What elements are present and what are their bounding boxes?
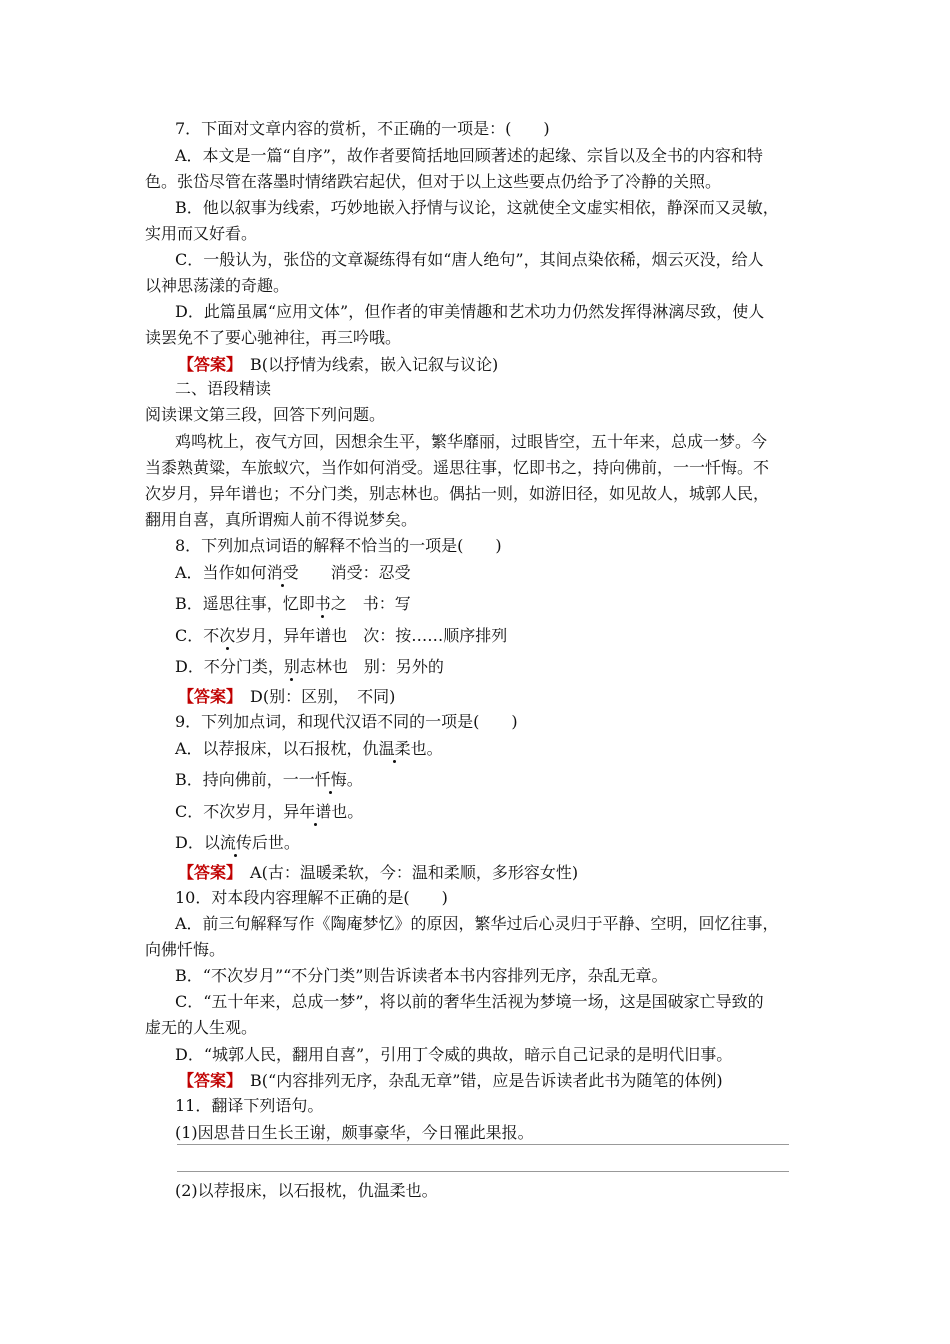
- dotted-word: 书: [314, 594, 331, 613]
- q11-sentence-2: (2)以荐报床，以石报枕，仇温柔也。: [175, 1181, 438, 1200]
- q10-option-b: B．“不次岁月”“不分门类”则告诉读者本书内容排列无序，杂乱无章。: [175, 966, 668, 985]
- option-text: 也。: [331, 802, 364, 821]
- q11-sentence-1: (1)因思昔日生长王谢，颇事豪华，今日罹此果报。: [175, 1123, 534, 1142]
- passage-line1: 鸡鸣枕上，夜气方回，因想余生平，繁华靡丽，过眼皆空，五十年来，总成一梦。今: [175, 432, 768, 451]
- q8-option-d: [175, 656, 444, 678]
- section-heading: 二、语段精读: [175, 379, 272, 398]
- q8-option-c: [175, 625, 507, 647]
- dotted-word: 别: [283, 657, 300, 676]
- q7-option-d-line2: 读罢免不了要心驰神往，再三吟哦。: [145, 328, 402, 347]
- q10-option-c-line1: C．“五十年来，总成一梦”，将以前的奢华生活视为梦境一场，这是国破家亡导致的: [175, 992, 764, 1011]
- option-text: C．不: [175, 626, 220, 645]
- q8-option-b: [175, 593, 411, 615]
- answer-line: [177, 1171, 789, 1172]
- q9-option-d: [175, 832, 300, 854]
- dotted-word: 次: [219, 626, 236, 645]
- q9-stem: 9．下列加点词，和现代汉语不同的一项是( ): [175, 712, 518, 731]
- q7-answer: [178, 354, 498, 376]
- q10-answer: [178, 1070, 723, 1092]
- dotted-word: 忏悔: [314, 770, 347, 789]
- q8-stem: 8．下列加点词语的解释不恰当的一项是( ): [175, 536, 502, 555]
- q8-option-a: [175, 562, 411, 584]
- answer-line: [177, 1144, 789, 1145]
- option-text: 。: [346, 770, 363, 789]
- q7-option-a-line1: A．本文是一篇“自序”，故作者要简括地回顾著述的起缘、宗旨以及全书的内容和特: [175, 146, 763, 165]
- option-text: D．以: [175, 833, 220, 852]
- option-text: A．当作如何: [175, 563, 267, 582]
- q7-option-b-line2: 实用而又好看。: [145, 224, 258, 243]
- q10-stem: 10．对本段内容理解不正确的是( ): [175, 888, 448, 907]
- dotted-word: 年谱: [299, 802, 332, 821]
- q7-option-b-line1: B．他以叙事为线索，巧妙地嵌入抒情与议论，这就使全文虚实相依，静深而又灵敏，: [175, 198, 779, 217]
- dotted-word: 流传: [219, 833, 252, 852]
- option-text: 岁月，异年谱也 次：按……顺序排列: [235, 626, 508, 645]
- answer-tag: 【答案】: [178, 687, 235, 706]
- q9-option-c: [175, 801, 363, 823]
- q10-option-a-line2: 向佛忏悔。: [145, 940, 226, 959]
- answer-text: D(别：区别， 不同): [234, 687, 396, 706]
- option-text: C．不次岁月，异: [175, 802, 300, 821]
- option-text: 也。: [410, 739, 443, 758]
- option-text: D．不分门类，: [175, 657, 284, 676]
- q7-option-a-line2: 色。张岱尽管在落墨时情绪跌宕起伏，但对于以上这些要点仍给予了冷静的关照。: [145, 172, 722, 191]
- q9-answer: [178, 862, 578, 884]
- q8-answer: [178, 686, 395, 708]
- option-text: A．以荐报床，以石报枕，仇: [175, 739, 379, 758]
- dotted-word: 温柔: [378, 739, 411, 758]
- option-text: B．遥思往事，忆即: [175, 594, 315, 613]
- dotted-word: 消受: [266, 563, 299, 582]
- answer-tag: 【答案】: [178, 863, 235, 882]
- option-text: 后世。: [251, 833, 300, 852]
- q7-option-c-line2: 以神思荡漾的奇趣。: [145, 276, 290, 295]
- section-intro: 阅读课文第三段，回答下列问题。: [145, 405, 386, 424]
- q7-option-c-line1: C．一般认为，张岱的文章凝练得有如“唐人绝句”，其间点染依稀，烟云灭没，给人: [175, 250, 764, 269]
- passage-line4: 翻用自喜，真所谓痴人前不得说梦矣。: [145, 510, 418, 529]
- option-text: B．持向佛前，一一: [175, 770, 315, 789]
- answer-text: A(古：温暖柔软，今：温和柔顺，多形容女性): [234, 863, 579, 882]
- option-text: 志林也 别：另外的: [299, 657, 444, 676]
- q9-option-a: [175, 738, 443, 760]
- answer-text: B(以抒情为线索，嵌入记叙与议论): [234, 355, 499, 374]
- answer-tag: 【答案】: [178, 355, 235, 374]
- answer-tag: 【答案】: [178, 1071, 235, 1090]
- passage-line2: 当黍熟黄粱，车旅蚁穴，当作如何消受。遥思往事，忆即书之，持向佛前，一一忏悔。不: [145, 458, 770, 477]
- answer-text: B(“内容排列无序，杂乱无章”错，应是告诉读者此书为随笔的体例): [234, 1071, 723, 1090]
- q10-option-c-line2: 虚无的人生观。: [145, 1018, 258, 1037]
- option-text: 之 书：写: [330, 594, 411, 613]
- q7-stem: 7．下面对文章内容的赏析，不正确的一项是：( ): [175, 119, 550, 138]
- q7-option-d-line1: D．此篇虽属“应用文体”，但作者的审美情趣和艺术功力仍然发挥得淋漓尽致，使人: [175, 302, 765, 321]
- q9-option-b: [175, 769, 363, 791]
- q11-stem: 11．翻译下列语句。: [175, 1096, 324, 1115]
- option-text: 消受：忍受: [298, 563, 411, 582]
- passage-line3: 次岁月，异年谱也；不分门类，别志林也。偶拈一则，如游旧径，如见故人，城郭人民，: [145, 484, 770, 503]
- q10-option-d: D．“城郭人民，翻用自喜”，引用丁令威的典故，暗示自己记录的是明代旧事。: [175, 1045, 733, 1064]
- q10-option-a-line1: A．前三句解释写作《陶庵梦忆》的原因，繁华过后心灵归于平静、空明，回忆往事，: [175, 914, 779, 933]
